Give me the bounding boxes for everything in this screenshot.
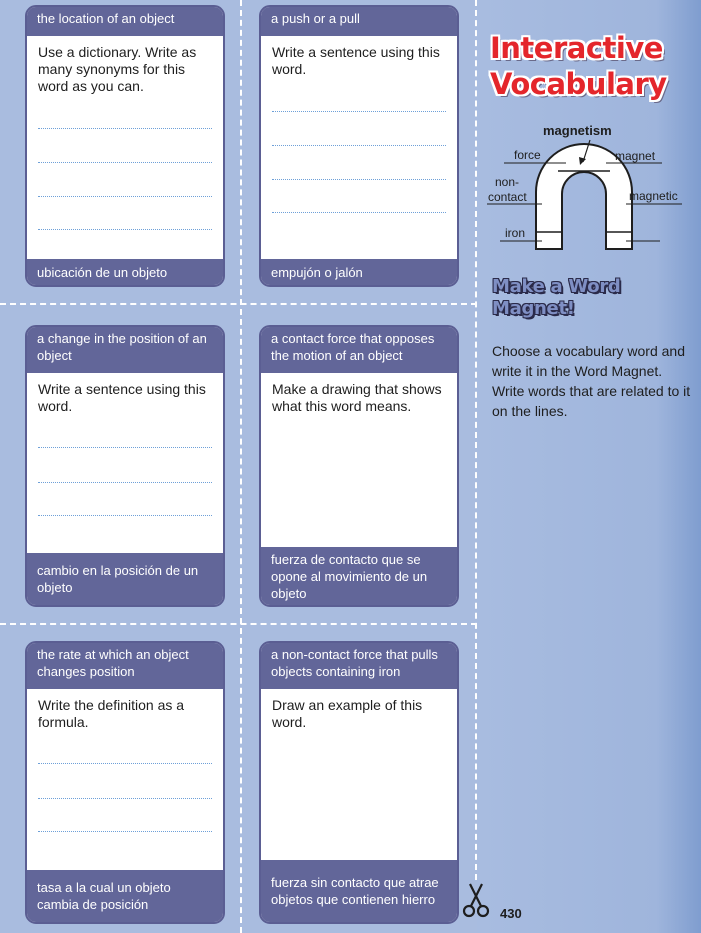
writing-line (38, 128, 212, 129)
label-magnet: magnet (615, 149, 656, 163)
title-line: Interactive (490, 31, 663, 65)
label-noncontact-1: non- (495, 175, 520, 189)
card-prompt: Write a sentence using this word. (38, 381, 206, 414)
section-title (490, 30, 690, 102)
page-number: 430 (500, 906, 522, 921)
writing-line (272, 145, 446, 146)
cut-line (0, 303, 477, 305)
subhead-line: Magnet! (492, 298, 575, 319)
writing-line (38, 196, 212, 197)
writing-line (38, 763, 212, 764)
center-word: magnetism (543, 123, 612, 138)
label-magnetic: magnetic (629, 189, 678, 203)
vocab-card (25, 5, 225, 287)
vocab-card (25, 641, 225, 924)
cut-line (0, 623, 477, 625)
label-force: force (514, 148, 541, 162)
vocab-card (25, 325, 225, 607)
card-spanish-term: fuerza sin contacto que atrae objetos que contienen hierro (261, 860, 457, 922)
writing-line (38, 447, 212, 448)
writing-line (38, 515, 212, 516)
writing-line (272, 212, 446, 213)
writing-line (272, 179, 446, 180)
vocab-card (259, 325, 459, 607)
card-prompt: Draw an example of this word. (272, 697, 423, 730)
writing-line (272, 111, 446, 112)
card-definition: a push or a pull (261, 7, 457, 36)
card-spanish-term: tasa a la cual un objeto cambia de posición (27, 870, 223, 922)
activity-instructions: Choose a vocabulary word and write it in the Word Magnet. Write words that are related to it on the lines. (492, 343, 691, 419)
card-prompt: Write the definition as a formula. (38, 697, 185, 730)
writing-line (38, 798, 212, 799)
card-definition: a non-contact force that pulls objects containing iron (261, 643, 457, 689)
label-noncontact-2: contact (488, 190, 527, 204)
card-prompt: Write a sentence using this word. (272, 44, 440, 77)
card-prompt: Make a drawing that shows what this word means. (272, 381, 442, 414)
writing-line (38, 482, 212, 483)
word-magnet-diagram (484, 118, 684, 268)
vocab-card (259, 5, 459, 287)
card-definition: the location of an object (27, 7, 223, 36)
card-definition: a contact force that opposes the motion of an object (261, 327, 457, 373)
activity-heading (492, 276, 682, 320)
subhead-line: Make a Word (492, 276, 621, 297)
cut-line (475, 0, 477, 880)
cut-line (240, 0, 242, 933)
card-spanish-term: ubicación de un objeto (27, 259, 223, 285)
scissors-icon (461, 882, 491, 918)
card-spanish-term: cambio en la posición de un objeto (27, 553, 223, 605)
card-spanish-term: empujón o jalón (261, 259, 457, 285)
title-line: Vocabulary (490, 67, 667, 101)
card-definition: the rate at which an object changes position (27, 643, 223, 689)
card-definition: a change in the position of an object (27, 327, 223, 373)
writing-line (38, 229, 212, 230)
writing-line (38, 831, 212, 832)
label-iron: iron (505, 226, 526, 240)
vocab-card (259, 641, 459, 924)
card-spanish-term: fuerza de contacto que se opone al movimiento de un objeto (261, 547, 457, 605)
writing-line (38, 162, 212, 163)
card-prompt: Use a dictionary. Write as many synonyms for this word as you can. (38, 44, 197, 94)
